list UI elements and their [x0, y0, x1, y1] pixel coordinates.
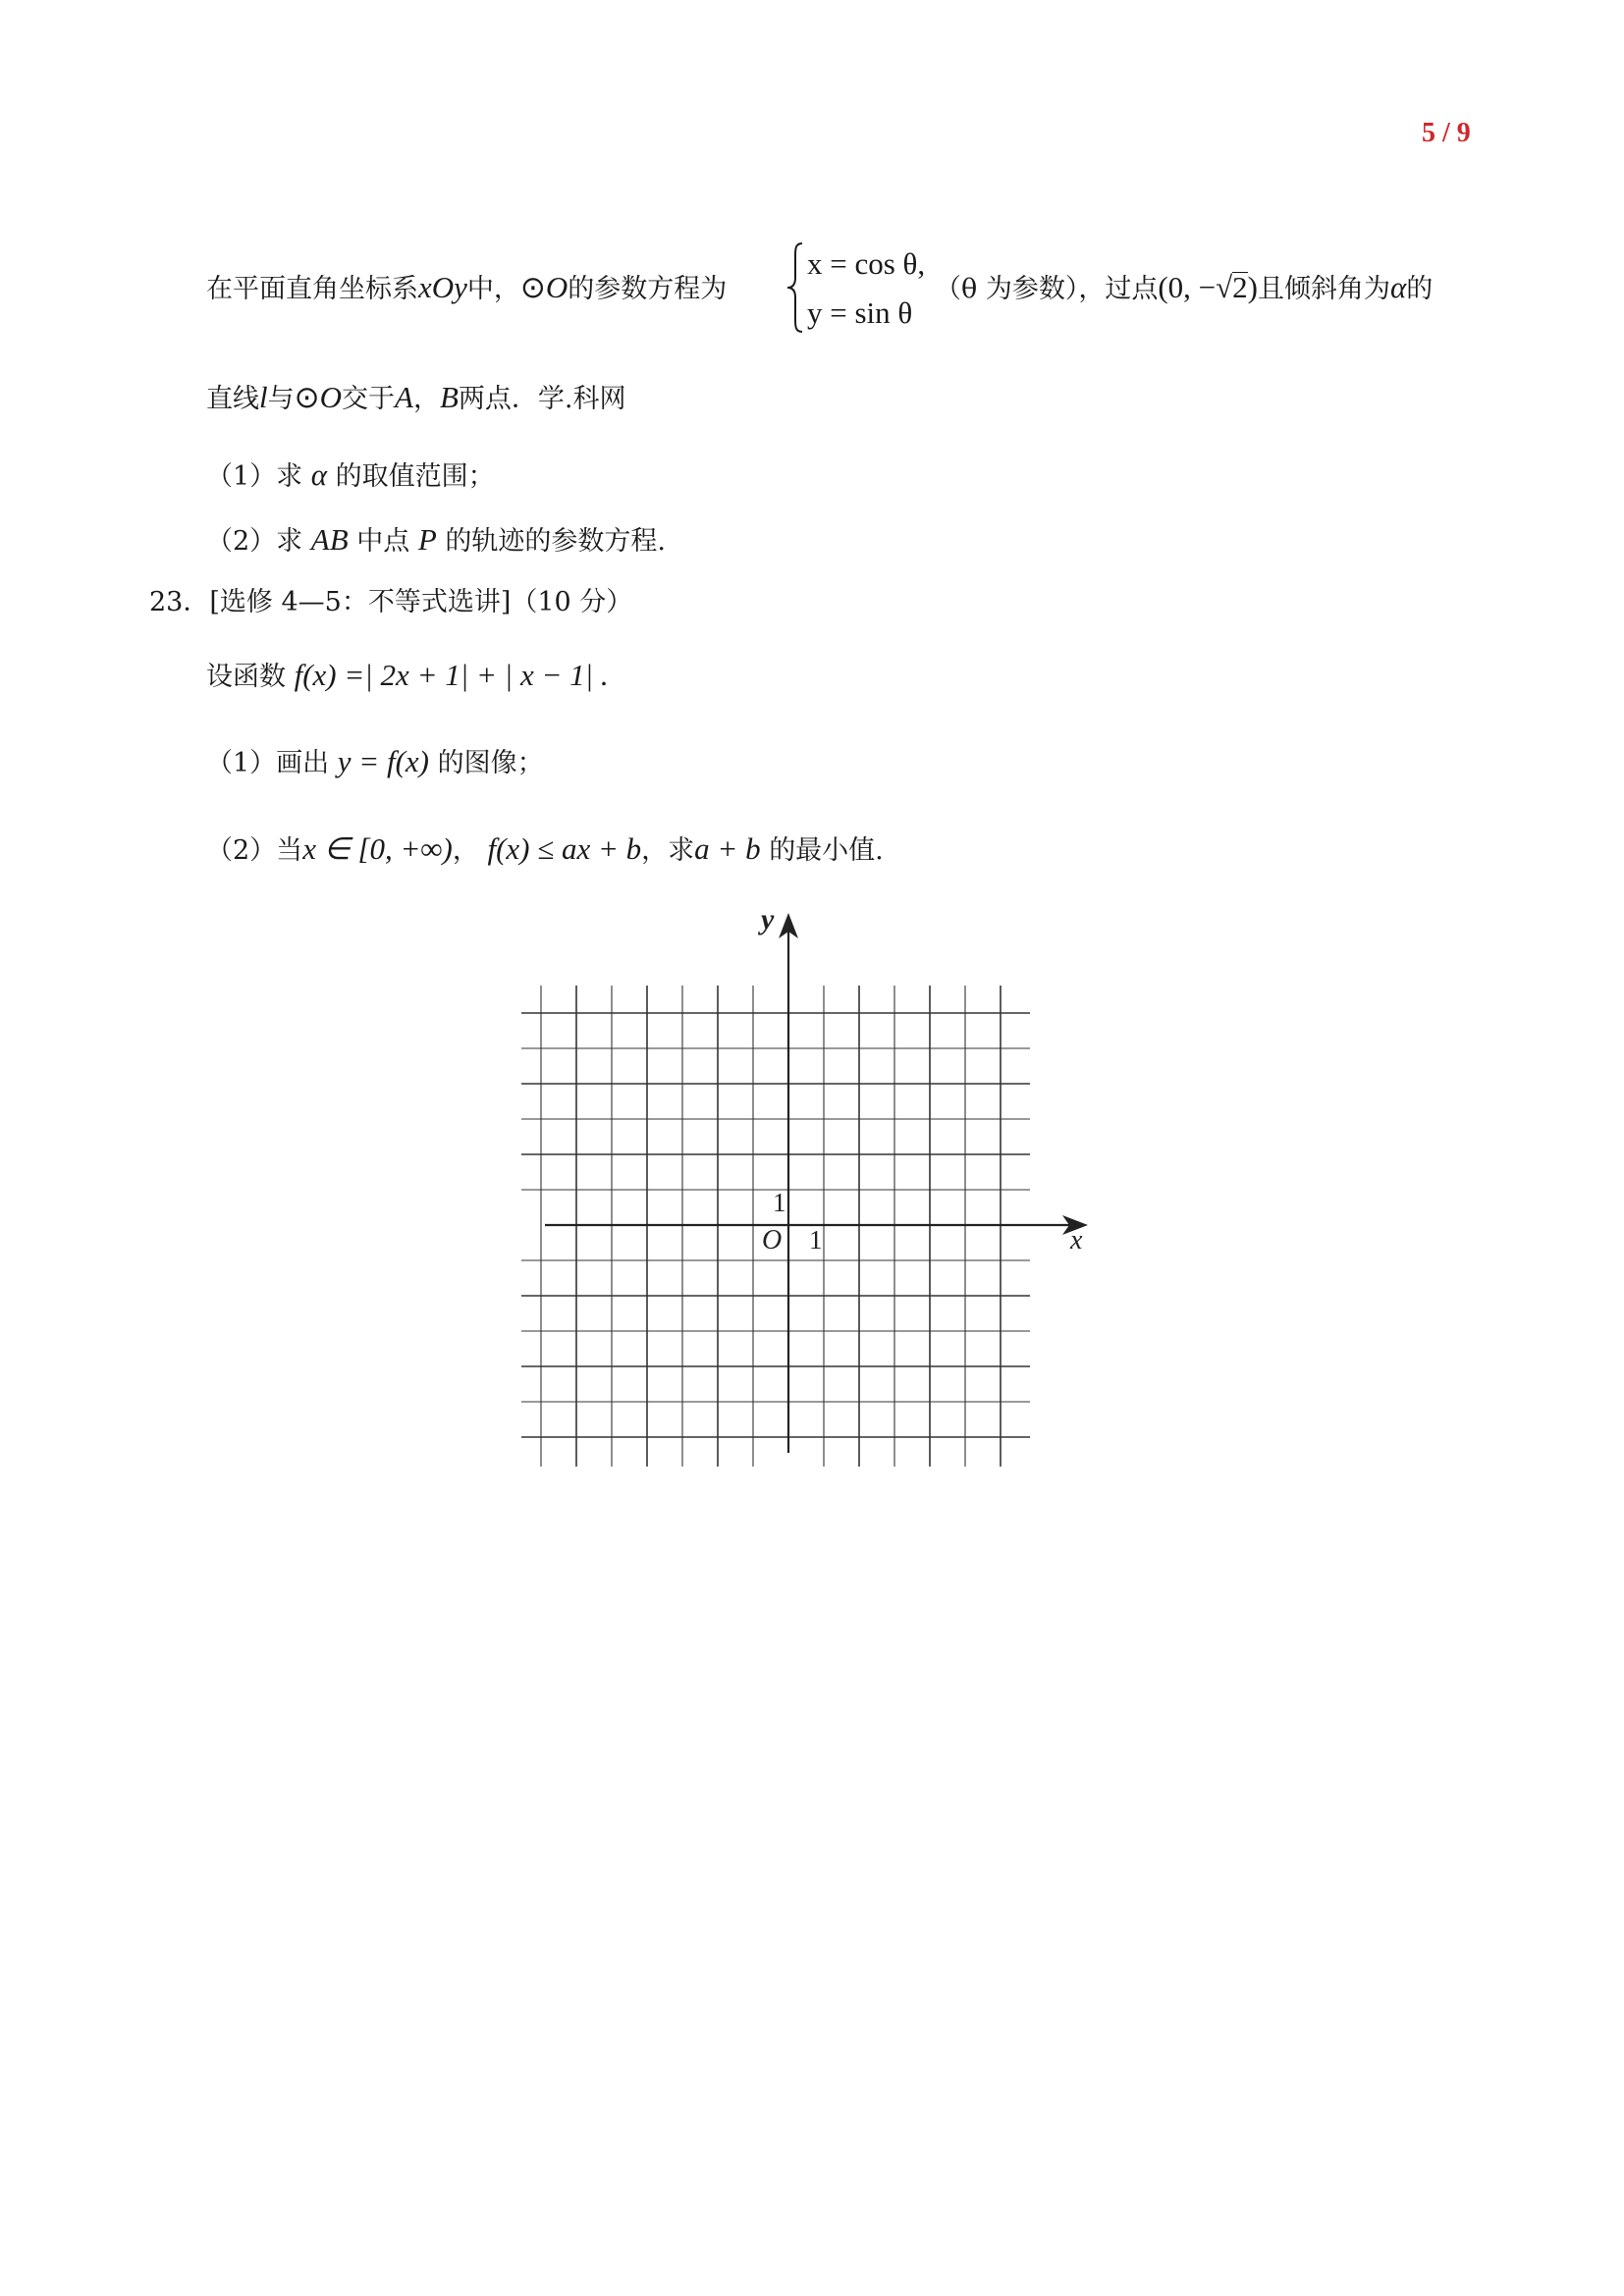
x-unit-label: 1	[809, 1225, 823, 1255]
line-name: l	[259, 380, 268, 414]
q23-part2-target: a + b	[694, 831, 761, 866]
point-b: B	[439, 380, 459, 414]
q23-part2-num: （2）当	[206, 835, 303, 866]
angle-alpha: α	[1390, 270, 1407, 304]
param-y-equation: y = sin θ	[807, 295, 913, 330]
q23-part1-expr: y = f(x)	[337, 744, 429, 778]
origin-label: O	[762, 1225, 783, 1255]
q22-intro-3: 的参数方程为	[568, 274, 728, 304]
q23-func-intro: 设函数	[206, 662, 286, 692]
q23-func-def: f(x) =| 2x + 1| + | x − 1| .	[294, 658, 609, 692]
q22-coord-system: xOy	[418, 270, 467, 304]
q23-part2-text2: 的最小值.	[769, 835, 884, 866]
q22-line2-4: ，	[412, 384, 440, 414]
q23-part2-ineq: f(x) ≤ ax + b	[487, 831, 642, 866]
y-unit-label: 1	[773, 1188, 786, 1217]
circle-name-2: O	[319, 380, 342, 414]
q22-line2-1: 直线	[206, 384, 259, 414]
q22-intro-4: 且倾斜角为	[1258, 274, 1390, 304]
q23-part2-domain: x ∈ [0, +∞)	[302, 831, 453, 866]
q22-line2-2: 与	[267, 384, 295, 414]
q23-part1-num: （1）画出	[206, 748, 330, 778]
q22-part1-text: 的取值范围；	[335, 461, 495, 492]
q23-part2-text1: ，求	[641, 835, 695, 866]
point-sqrt: 2	[1232, 270, 1248, 304]
q23-header: 23．[选修 4—5：不等式选讲]（10 分）	[149, 587, 633, 617]
q23-part2-sep: ，	[452, 835, 479, 866]
circle-symbol-2: ⊙	[294, 380, 320, 414]
y-axis-label: y	[761, 903, 775, 935]
sqrt-symbol: √	[1216, 270, 1233, 304]
q22-part2-text2: 的轨迹的参数方程.	[445, 526, 666, 557]
q22-part1-num: （1）求	[206, 461, 303, 492]
x-axis-label: x	[1070, 1225, 1083, 1255]
q23-part1-text: 的图像；	[437, 748, 544, 778]
q22-line2-5: 两点．学.科网	[458, 384, 626, 414]
q22-part2-text1: 中点	[356, 526, 410, 557]
q22-intro-2: 中，	[466, 274, 520, 304]
axes	[545, 913, 1088, 1453]
point-close: )	[1247, 270, 1258, 304]
q22-intro-1: 在平面直角坐标系	[206, 274, 418, 304]
circle-name: O	[545, 270, 568, 304]
point-open: (0, −	[1158, 270, 1217, 304]
param-x-equation: x = cos θ,	[807, 246, 926, 281]
param-note: （θ 为参数），过点	[935, 274, 1159, 304]
point-a: A	[395, 380, 413, 414]
q22-intro-5: 的	[1406, 274, 1434, 304]
page-number: 5 / 9	[1422, 118, 1471, 148]
q22-part2-point: P	[417, 522, 437, 557]
q22-line2-3: 交于	[342, 384, 395, 414]
q22-part2-num: （2）求	[206, 526, 303, 557]
q22-part2-var: AB	[310, 522, 349, 557]
q22-part1-var: α	[310, 457, 328, 492]
circle-symbol: ⊙	[519, 270, 546, 304]
